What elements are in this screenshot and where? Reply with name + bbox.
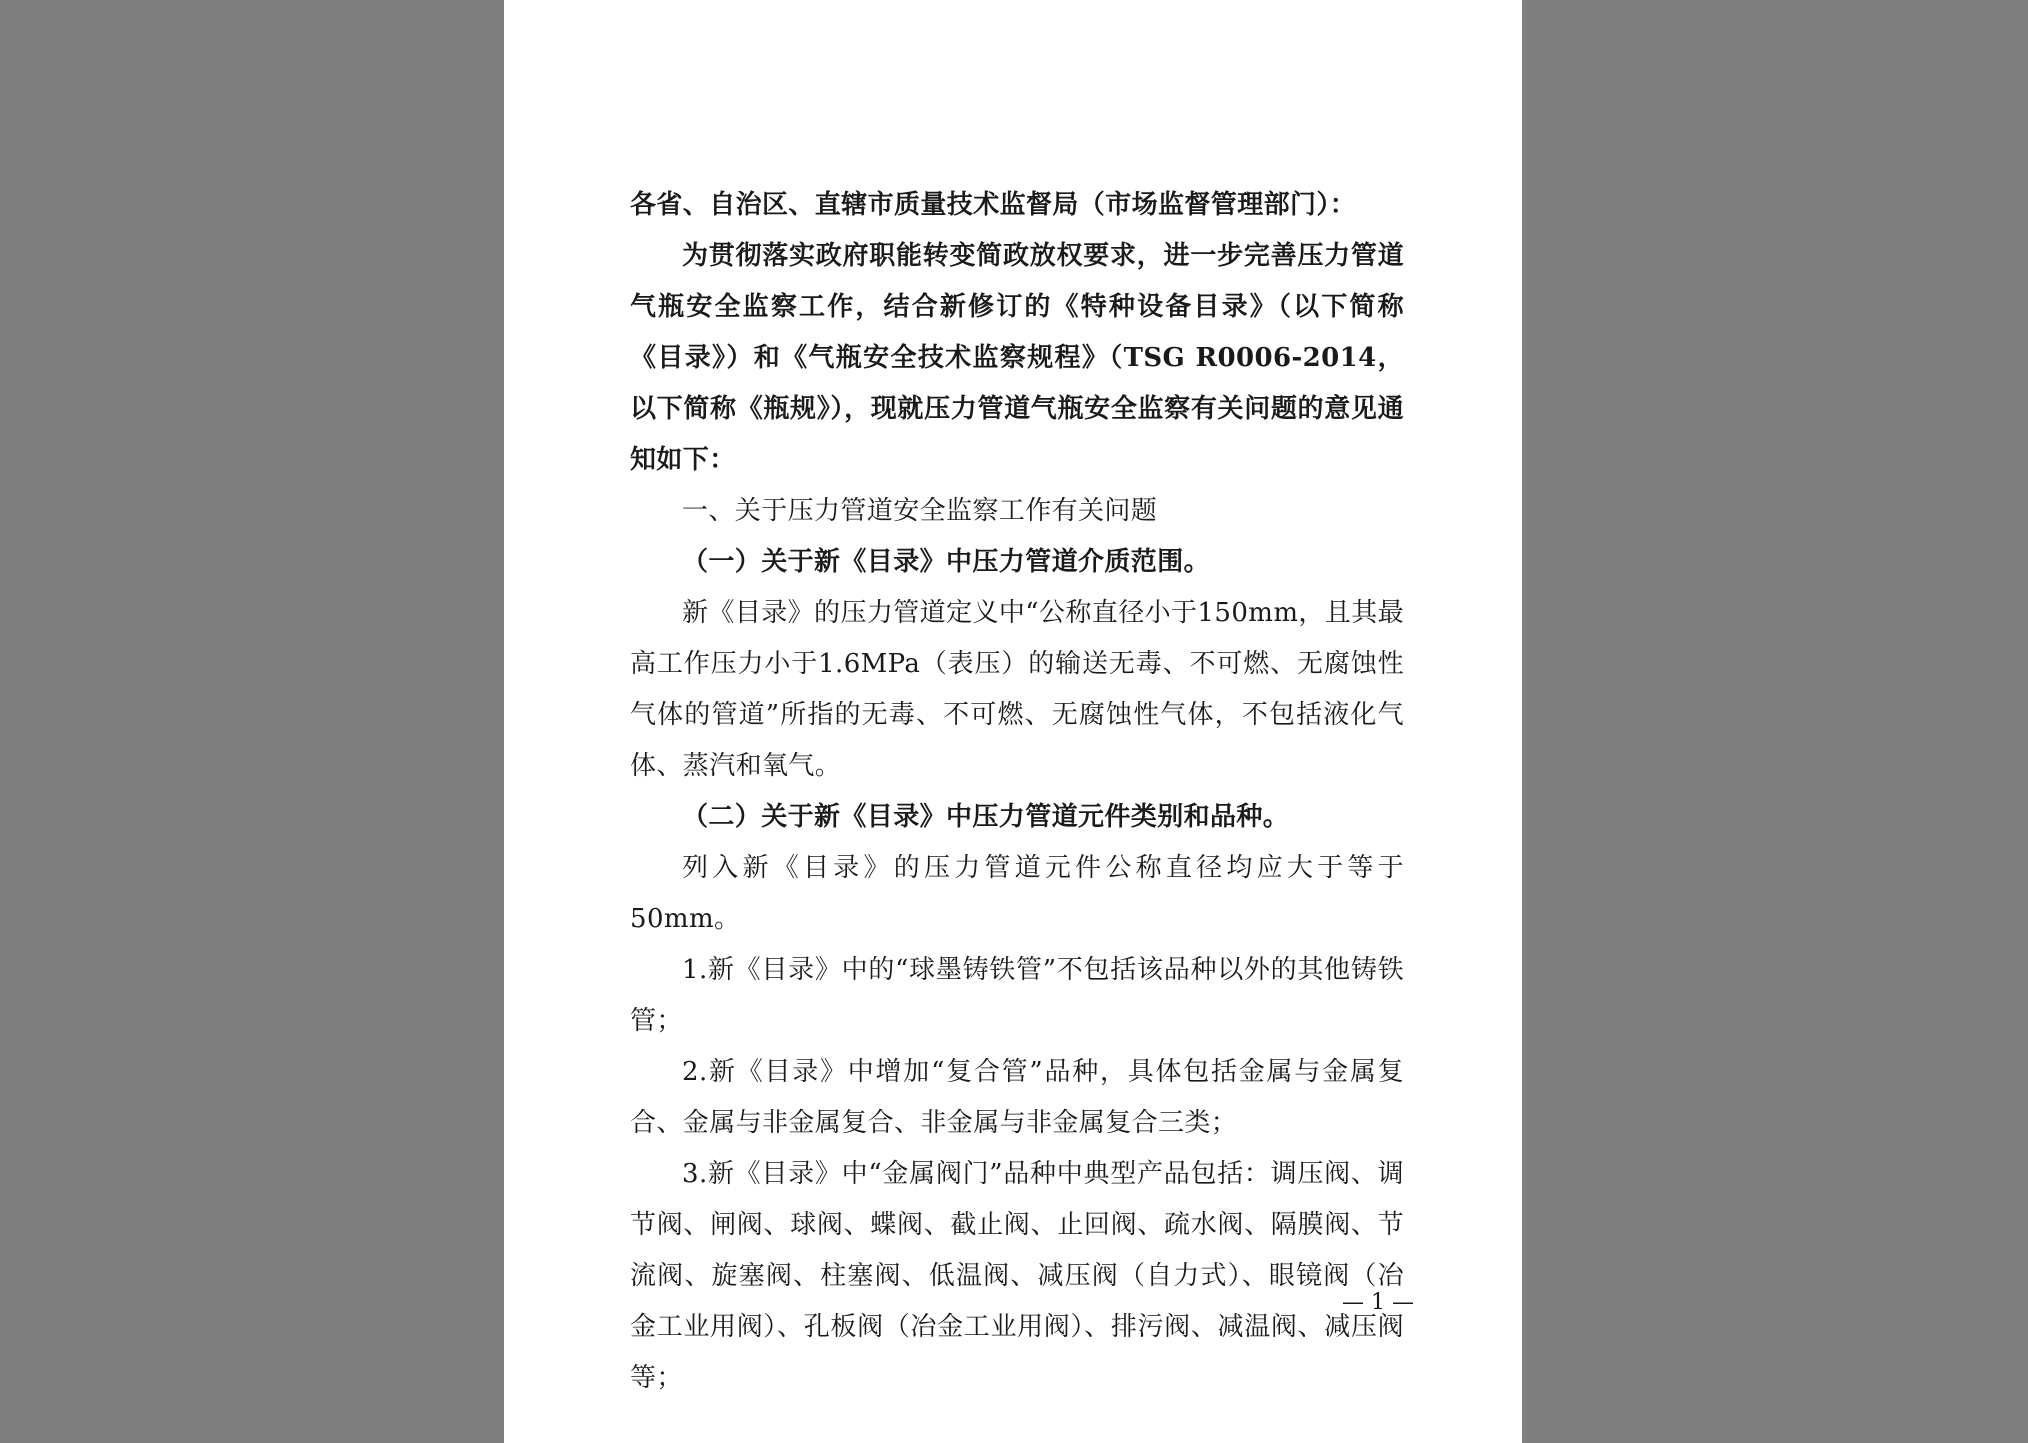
list-item-1: 1.新《目录》中的“球墨铸铁管”不包括该品种以外的其他铸铁管； [630, 955, 1404, 1036]
salutation: 各省、自治区、直辖市质量技术监督局（市场监督管理部门）： [630, 190, 1357, 220]
list-item-2: 2.新《目录》中增加“复合管”品种，具体包括金属与金属复合、金属与非金属复合、非金属与非金属复合三类； [630, 1057, 1404, 1138]
subsection-1-body: 新《目录》的压力管道定义中“公称直径小于150mm，且其最高工作压力小于1.6MPa（表压）的输送无毒、不可燃、无腐蚀性气体的管道”所指的无毒、不可燃、无腐蚀性气体，不包括液化气体、蒸汽和氧气。 [630, 598, 1404, 781]
subsection-2-body: 列入新《目录》的压力管道元件公称直径均应大于等于50mm。 [630, 853, 1404, 934]
intro-paragraph: 为贯彻落实政府职能转变简政放权要求，进一步完善压力管道气瓶安全监察工作，结合新修订的《特种设备目录》（以下简称《目录》）和《气瓶安全技术监察规程》（TSG R0006-2014，以下简称《瓶规》），现就压力管道气瓶安全监察有关问题的意见通知如下： [630, 241, 1404, 475]
page-number: — 1 — [1342, 1290, 1414, 1315]
subsection-2-heading: （二）关于新《目录》中压力管道元件类别和品种。 [682, 802, 1290, 832]
list-item-3: 3.新《目录》中“金属阀门”品种中典型产品包括：调压阀、调节阀、闸阀、球阀、蝶阀、截止阀、止回阀、疏水阀、隔膜阀、节流阀、旋塞阀、柱塞阀、低温阀、减压阀（自力式）、眼镜阀（冶金工业用阀）、孔板阀（冶金工业用阀）、排污阀、减温阀、减压阀等； [630, 1159, 1404, 1393]
document-body [630, 180, 1404, 1404]
document-page [504, 0, 1522, 1443]
section-1-heading: 一、关于压力管道安全监察工作有关问题 [682, 496, 1158, 526]
subsection-1-heading: （一）关于新《目录》中压力管道介质范围。 [682, 547, 1211, 577]
